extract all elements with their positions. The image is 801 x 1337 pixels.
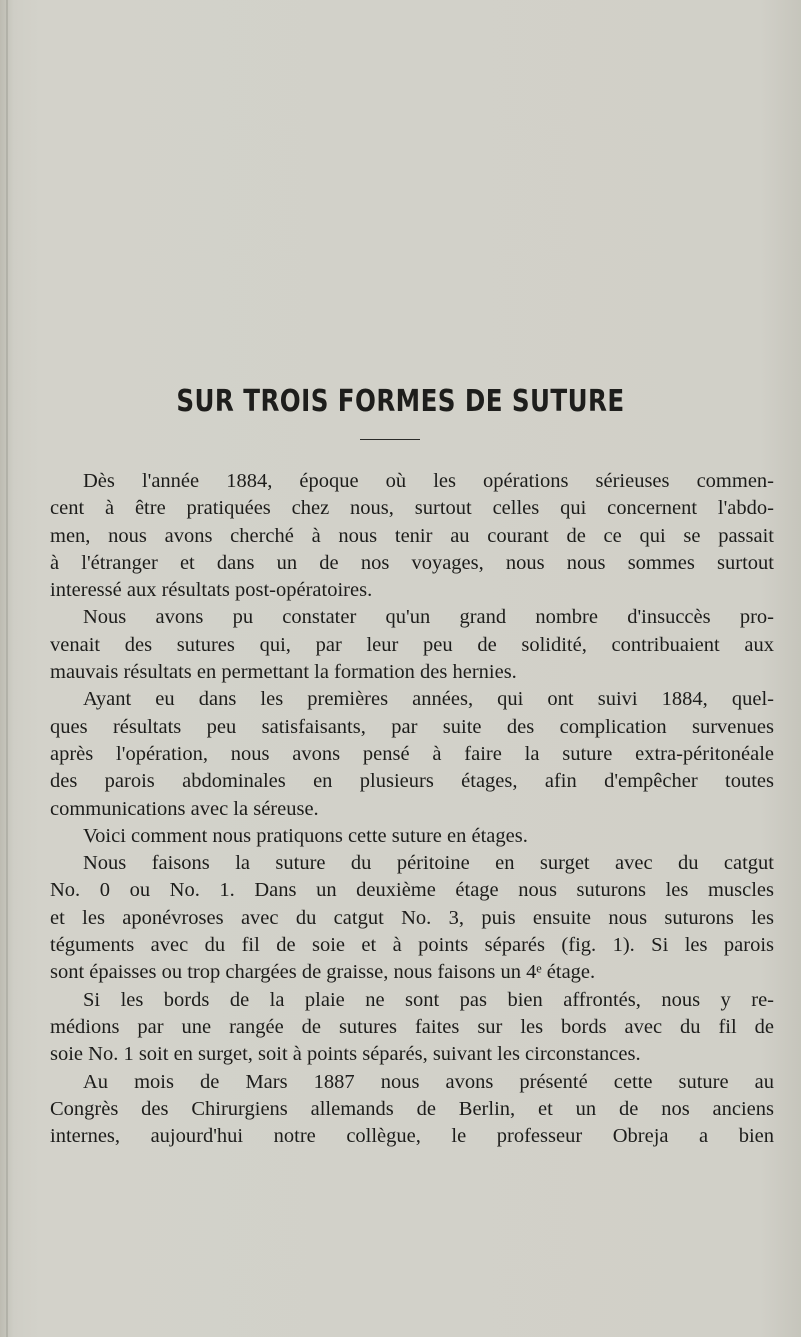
text-line: Congrès des Chirurgiens allemands de Berlin, et un de nos anciens <box>50 1097 774 1120</box>
text-line: venait des sutures qui, par leur peu de solidité, contribuaient aux <box>50 633 774 656</box>
text-line: sont épaisses ou trop chargées de graisse, nous faisons un 4ᵉ étage. <box>50 961 596 984</box>
paragraph <box>50 1069 774 1151</box>
paragraph <box>50 987 774 1069</box>
text-line: Ayant eu dans les premières années, qui ont suivi 1884, quel- <box>83 688 774 711</box>
text-line: No. 0 ou No. 1. Dans un deuxième étage nous suturons les muscles <box>50 879 774 902</box>
text-line: médions par une rangée de sutures faites sur les bords avec du fil de <box>50 1015 774 1038</box>
text-line: mauvais résultats en permettant la formation des hernies. <box>50 661 517 684</box>
title-divider <box>360 439 420 440</box>
text-line: Voici comment nous pratiquons cette suture en étages. <box>83 824 528 847</box>
text-line: téguments avec du fil de soie et à points séparés (fig. 1). Si les parois <box>50 934 774 957</box>
text-line: interessé aux résultats post-opératoires. <box>50 579 373 602</box>
text-line: communications avec la séreuse. <box>50 797 319 820</box>
text-line: Au mois de Mars 1887 nous avons présenté cette suture au <box>83 1070 774 1093</box>
text-line: soie No. 1 soit en surget, soit à points séparés, suivant les circonstances. <box>50 1043 641 1066</box>
text-line: Dès l'année 1884, époque où les opérations sérieuses commen- <box>83 470 774 492</box>
binding-gutter <box>6 0 8 1337</box>
text-line: ques résultats peu satisfaisants, par suite des complication survenues <box>50 715 774 738</box>
paragraph <box>50 686 774 822</box>
text-line: internes, aujourd'hui notre collègue, le professeur Obreja a bien <box>50 1125 774 1148</box>
text-line: Nous faisons la suture du péritoine en surget avec du catgut <box>83 852 774 875</box>
text-line: Nous avons pu constater qu'un grand nombre d'insuccès pro- <box>83 606 774 629</box>
text-line: et les aponévroses avec du catgut No. 3, puis ensuite nous suturons les <box>50 906 774 929</box>
text-line: cent à être pratiquées chez nous, surtout celles qui concernent l'abdo- <box>50 497 774 520</box>
text-line: Si les bords de la plaie ne sont pas bien affrontés, nous y re- <box>83 988 774 1011</box>
text-line: après l'opération, nous avons pensé à faire la suture extra-péritonéale <box>50 742 774 765</box>
body-text <box>50 468 774 1150</box>
paragraph <box>50 823 774 850</box>
paragraph <box>50 468 774 604</box>
text-line: men, nous avons cherché à nous tenir au courant de ce qui se passait <box>50 524 774 547</box>
paragraph <box>50 850 774 986</box>
paragraph <box>50 604 774 686</box>
text-line: à l'étranger et dans un de nos voyages, nous nous sommes surtout <box>50 551 774 574</box>
text-line: des parois abdominales en plusieurs étages, afin d'empêcher toutes <box>50 770 774 793</box>
page-title: SUR TROIS FORMES DE SUTURE <box>176 384 625 419</box>
